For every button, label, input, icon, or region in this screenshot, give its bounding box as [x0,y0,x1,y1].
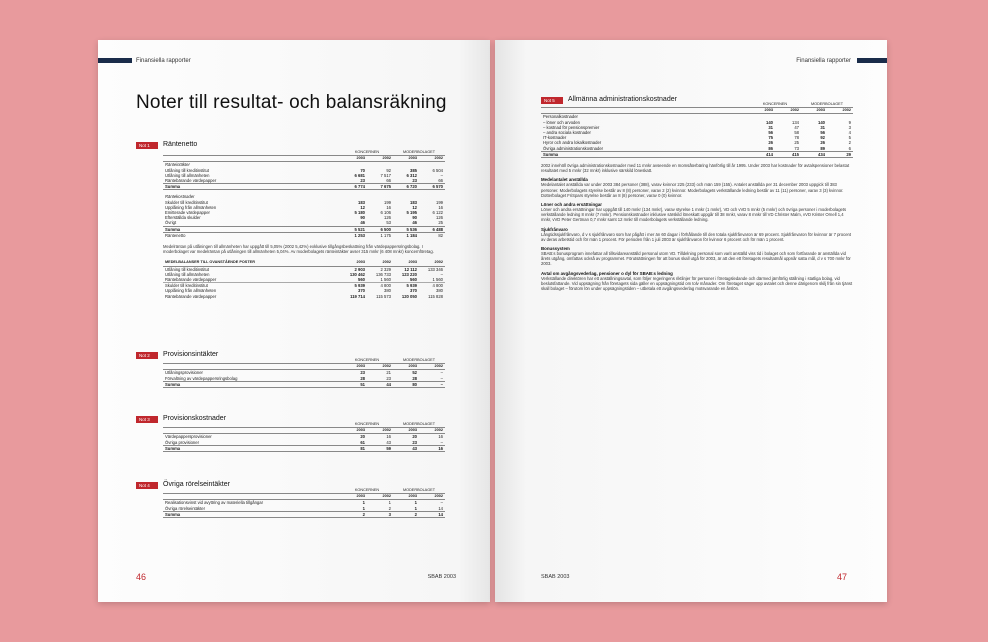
heading-sjukfranvaro: Sjukfrånvaro [541,226,568,232]
sum-row: Summa 51 44 80 – [165,381,443,387]
note-3-table: KONCERNEN MODERBOLAGET 2003 2002 2003 2002 Värdepappersprovisioner 20 16 20 16 Övriga provisioner 61 43 23 – Summa 81 59 43 16 [165,422,443,451]
note-1-text: Medelräntan på utlåningen till allmänheten har uppgått till 5,05% (2002 5,42%) exklusive tillgångsbeskattning från värdepappersringsbolag. I moderbolaget var medelräntan på utlåningen till allmänheten 5,04%. Av moderbolagets ränteintäkter avser 315 mnkr (6 408 mnkr) koncernföretag. [163,244,434,255]
table-row: – löner och arvoden 140 134 140 9 [543,119,851,125]
sum-row: Summa 5 521 6 500 5 536 6 488 [165,226,443,232]
table-row: Skulder till kreditinstitut 183 199 183 199 [165,199,443,205]
table-row: Emitterade värdepapper 5 180 6 106 5 195 6 122 [165,210,443,216]
left-page [98,40,490,602]
table-row: Övriga provisioner 61 43 23 – [165,439,443,445]
note-5-body [541,102,853,291]
table-row: Övriga rörelseintäkter 1 2 1 14 [165,505,443,511]
note-badge: Not 5 [541,97,563,104]
table-row: Förvaltning av värdepappersringsbolag 28 23 28 – [165,375,443,381]
para-loner: Löner och andra ersättningar har uppgått till 140 mnkr (134 mnkr), varav styrelse 1 mnkr (1 mnkr), VD och vVD 5 mnkr (5 mnkr) och övriga personer i moderbolagets verkställande ledning 8 mnkr (7 mnkr). Pensionskostnader inklusive särskild löneskatt uppgår till 38 mnkr, varav 8 mnkr till VD Christer Malm, vVD Krister Ornell 1,4 mnkr, vVD Peter Gertman 0,7 mnkr samt 12 mnkr till moderbolagets verkställande ledning. [541,207,847,223]
table-row: – kostnad för pensionspremier 31 47 31 3 [543,124,851,130]
group-koncernen: KONCERNEN [341,150,393,156]
year: 2002 [367,156,393,162]
table-row: Hyror och andra lokalkostnader 26 25 26 2 [543,140,851,146]
table-row: Utlåning till allmänheten 130 462 136 733 123 220 – [165,271,443,277]
note-title: Provisionsintäkter [163,351,219,358]
page-number-left: 46 [136,572,147,582]
note-badge: Not 3 [136,416,158,423]
table-row: IT-kostnader 75 78 92 5 [543,135,851,141]
table-row: Personalkostnader [543,114,578,120]
sum-row: Summa 6 774 7 675 6 720 6 570 [165,184,443,190]
table-row: Upplåning från allmänheten 370 380 370 380 [165,288,443,294]
heading-bonus: Bonussystem [541,246,570,252]
header-section-left: Finansiella rapporter [136,58,191,64]
header-section-right: Finansiella rapporter [796,58,851,64]
page-number-right: 47 [836,572,847,582]
table-row: Räntebärande värdepapper 23 66 23 66 [165,178,443,184]
header-bar-right [857,58,887,63]
sum-row: Summa 81 59 43 16 [165,445,443,451]
page-title: Noter till resultat- och balansräkning [136,92,447,113]
group-moderbolaget: MODERBOLAGET [393,150,445,156]
table-row: Värdepappersprovisioner 20 16 20 16 [165,434,443,440]
note-5-intro: 2002 innehöll övriga administrationskostnader med 11 mnkr avseende en momsåterbäring hänförlig till år 1995. Under 2003 har kostnader för avtalspensioner belastat resultatet med 5 mnkr (32 mnkr) inklusive särskild löneskatt. [541,163,850,174]
table-row: Räntebärande värdepapper 560 1 560 560 1 560 [165,277,443,283]
note-title: Räntenetto [163,141,198,148]
note-5-table: KONCERNEN MODERBOLAGET 2003 2002 2003 2002 Personalkostnader – löner och arvoden 140 134 140 9 – kostnad för pensionspremier 31 47 31 3 – andra sociala kostnader 56 58 56 4 IT-kostnader 75 78 92 5 Hyror och andra lokalkostnader 26 25 26 2 Övriga administrationskostnader 86 73 89 6 Summa 414 415 434 29 [543,102,851,157]
para-avtal: Verkställande direktören har ett anställningsavtal, som följer regeringens riktlinjer för personer i företagsledande och därmed jämförlig ställning i statliga bolag, vid beslutsfattande. Vid uppsägning från företagets sida gäller en uppsägningstid om tolv månader. Om företaget säger upp avtalet och denne därigenom skilj från sin tjänst skall bolaget – förutom lön under uppsägningstiden – utbetala ett avgångsvederlag motsvarande en årslön. [541,275,853,292]
note-title: Övriga rörelseintäkter [163,481,230,488]
note-badge: Not 1 [136,142,158,149]
footer-left: SBAB 2003 [427,574,456,580]
table-row: Övrigt 46 53 46 25 [165,220,443,226]
table-row: Upplåning från allmänheten 12 16 12 16 [165,204,443,210]
table-row: Realisationsvinst vid avyttring av materiella tillgångar 1 1 1 – [165,500,443,506]
note-1-table: KONCERNEN MODERBOLAGET 2003 2002 2003 2002 Ränteintäkter Utlåning till kreditinstitut 70 92 385 6 504 Utlåning till allmänheten 6 681 7 517 6 312 – Räntebärande värdepapper 23 66 23 66 Summa 6 774 7 675 6 720 6 570 Räntekostnader Skulder till kreditinstitut 183 199 183 199 Upplåning från allmänheten 12 16 12 16 Emitterade värdepapper 5 180 6 106 5 195 6 122 Efterställda skulder 90 126 90 126 Övrigt 46 53 46 25 Summa 5 521 6 500 5 536 6 488 Räntenetto 1 253 1 175 1 184 82 Medelräntan på utlåningen till allmänheten har uppgått till 5,05% (2002 5,42%) exklusive tillgångsbeskattning från värdepappersringsbolag. I moderbolaget var medelräntan på utlåningen till allmänheten 5,04%. Av moderbolagets ränteintäkter avser 315 mnkr (6 408 mnkr) koncernföretag. MEDELBALANSER TILL OVANSTÅENDE POSTER 2003 2002 2003 2002 Utlåning till kreditinstitut 2 903 2 329 12 112 133 346 Utlåning till allmänheten 130 462 136 733 123 220 – Räntebärande värdepapper 560 1 560 560 1 560 Skulder till kreditinstitut 5 939 4 800 5 939 4 800 Upplåning från allmänheten 370 380 370 380 Räntebärande värdepapper 119 714 115 573 120 050 115 828 [163,150,443,299]
para-medelantal: Medelantalet anställda var under 2003 384 personer (388), varav kvinnor 225 (233) och män 159 (155). Antalet anställda per 31 december 2003 uppgick till 383 personer. Moderbolagets styrelse består av 8 (8) personer, varav 2 (2) kvinnor. Moderbolagets verkställande ledning består av 11 (11) personer, varav 3 (3) kvinnor. Dotterbolaget FriSpars styrelse består av 8 (8) personer, varav 0 (0) kvinnor. [541,182,844,198]
header-bar-left [98,58,132,63]
sum-row: Summa 414 415 434 29 [543,151,851,157]
balances-title: MEDELBALANSER TILL OVANSTÅENDE POSTER [163,260,341,266]
table-row: Utlåning till kreditinstitut 2 903 2 329 12 112 133 346 [165,266,443,272]
table-row: Efterställda skulder 90 126 90 126 [165,215,443,221]
note-2-table: KONCERNEN MODERBOLAGET 2003 2002 2003 2002 Utlåningsprovisioner 23 21 52 – Förvaltning av värdepappersringsbolag 28 23 28 – Summa 51 44 80 – [165,358,443,387]
para-sjukfranvaro: Långtidssjukfrånvaro, d v s sjukfrånvaro som har pågått i mer än 60 dagar i förhållande till den totala sjukfrånvaron är 69 procent. Sjukfrånvaron för kvinnor är 7 procent av deras arbetstid och för män 1 procent. För perioden från 1 juli 2003 är sjukfrånvaron för kvinnor 6 procent och för män 1 procent. [541,231,852,242]
table-row: Utlåningsprovisioner 23 21 52 – [165,370,443,376]
table-row: Övriga administrationskostnader 86 73 89 6 [543,145,851,151]
table-row: – andra sociala kostnader 56 58 56 4 [543,130,851,136]
table-row: Skulder till kreditinstitut 5 939 4 800 5 939 4 800 [165,283,443,289]
year: 2002 [419,156,445,162]
note-4-table: KONCERNEN MODERBOLAGET 2003 2002 2003 2002 Realisationsvinst vid avyttring av materiella tillgångar 1 1 1 – Övriga rörelseintäkter 1 2 1 14 Summa 2 3 2 14 [165,488,443,517]
table-row: Utlåning till kreditinstitut 70 92 385 6 504 [165,167,443,173]
net-row: Räntenetto 1 253 1 175 1 184 82 [165,232,443,238]
para-bonus: SBAB:s bonusprogram innefattar all tillsvidareanställd personal utom VD. Tilldelning personal som varit anställd viss tid i bolaget och som fortfarande är anställda vid årets utgång, omfattas också av programmet. Förutsättningen för att bonus skall utgå för 2003, är att den ett företagets resultatmål uppnår satta mål, d v s 700 mnkr för 2003. [541,251,851,267]
table-row: Räntebärande värdepapper 119 714 115 573 120 050 115 828 [165,293,443,299]
note-badge: Not 4 [136,482,158,489]
right-page [495,40,887,602]
note-title: Provisionskostnader [163,415,227,422]
heading-medelantal: Medelantalet anställda [541,177,588,183]
section-label: Räntekostnader [165,194,195,200]
note-badge: Not 2 [136,352,158,359]
sum-row: Summa 2 3 2 14 [165,511,443,517]
year: 2003 [341,156,367,162]
heading-loner: Löner och andra ersättningar [541,202,602,208]
footer-right: SBAB 2003 [541,574,570,580]
table-row: Utlåning till allmänheten 6 681 7 517 6 312 – [165,172,443,178]
year: 2003 [393,156,419,162]
section-label: Ränteintäkter [165,162,190,168]
heading-avtal: Avtal om avgångsvederlag, pensioner o dyl för SBAB:s ledning [541,270,673,276]
note-title: Allmänna administrationskostnader [568,96,677,103]
